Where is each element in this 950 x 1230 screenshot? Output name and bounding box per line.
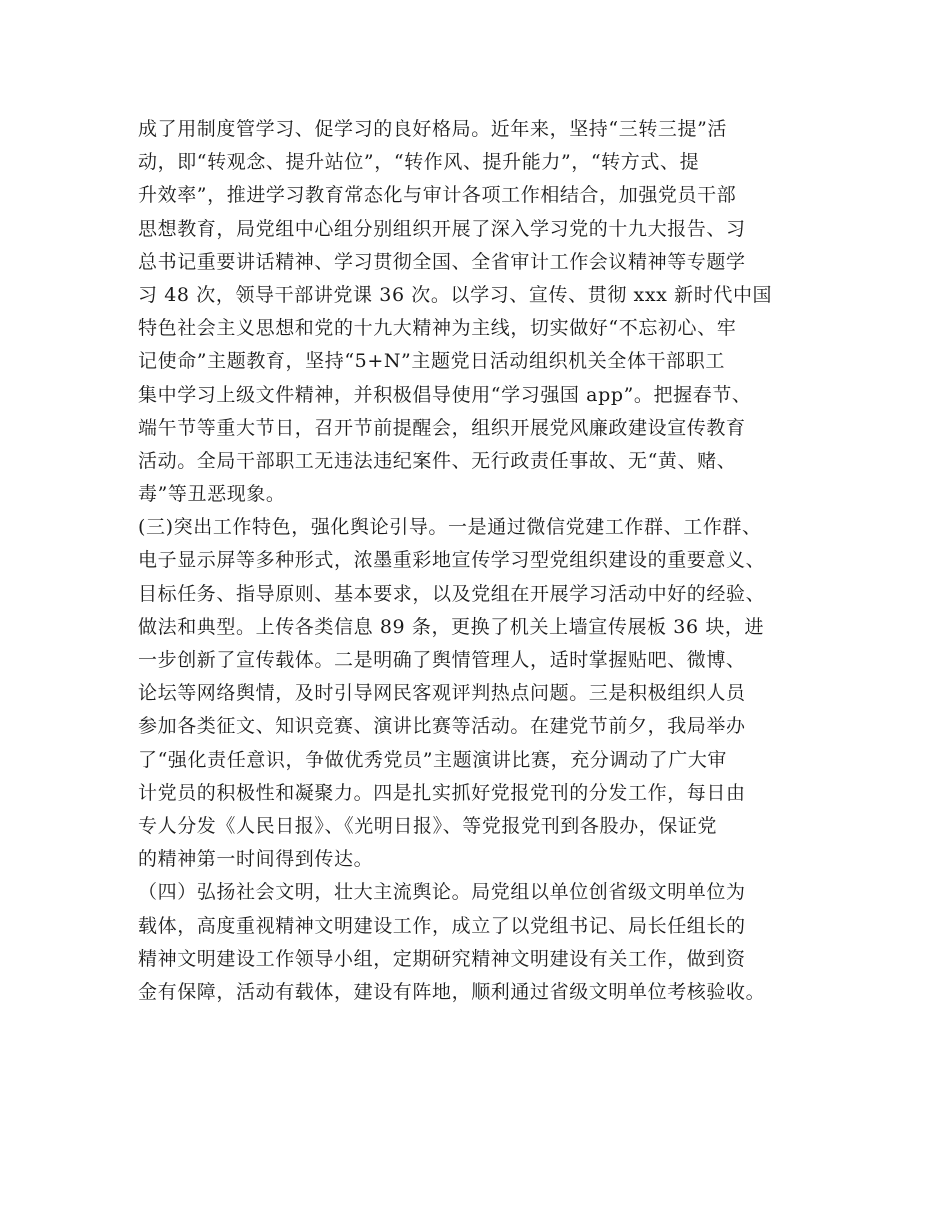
text-line: 思想教育，局党组中心组分别组织开展了深入学习党的十九大报告、习: [138, 217, 746, 240]
text-line: 升效率”，推进学习教育常态化与审计各项工作相结合，加强党员干部: [138, 184, 737, 207]
text-line: 载体，高度重视精神文明建设工作，成立了以党组书记、局长任组长的: [138, 914, 746, 937]
text-line: 活动。全局干部职工无违法违纪案件、无行政责任事故、无“黄、赌、: [138, 449, 737, 472]
text-line: 毒”等丑恶现象。: [138, 483, 286, 506]
text-line: 计党员的积极性和凝聚力。四是扎实抓好党报党刊的分发工作，每日由: [138, 781, 746, 804]
text-line: 参加各类征文、知识竞赛、演讲比赛等活动。在建党节前夕，我局举办: [138, 715, 746, 738]
text-line: 电子显示屏等多种形式，浓墨重彩地宣传学习型党组织建设的重要意义、: [138, 549, 766, 572]
text-line: 了“强化责任意识，争做优秀党员”主题演讲比赛，充分调动了广大审: [138, 748, 728, 771]
text-line: 专人分发《人民日报》、《光明日报》、等党报党刊到各股办，保证党: [138, 814, 718, 837]
text-line: 的精神第一时间得到传达。: [138, 848, 374, 871]
text-line: 端午节等重大节日，召开节前提醒会，组织开展党风廉政建设宣传教育: [138, 416, 746, 439]
text-line: 记使命”主题教育，坚持“5+N”主题党日活动组织机关全体干部职工: [138, 350, 725, 373]
text-line: 集中学习上级文件精神，并积极倡导使用“学习强国 app”。把握春节、: [138, 383, 752, 406]
text-line: 习 48 次，领导干部讲党课 36 次。以学习、宣传、贯彻 xxx 新时代中国: [138, 283, 773, 306]
text-line: 精神文明建设工作领导小组，定期研究精神文明建设有关工作，做到资: [138, 947, 746, 970]
text-line: 金有保障，活动有载体，建设有阵地，顺利通过省级文明单位考核验收。: [138, 980, 766, 1003]
text-line: 论坛等网络舆情，及时引导网民客观评判热点问题。三是积极组织人员: [138, 682, 746, 705]
text-line: 目标任务、指导原则、基本要求，以及党组在开展学习活动中好的经验、: [138, 582, 766, 605]
text-line: 一步创新了宣传载体。二是明确了舆情管理人，适时掌握贴吧、微博、: [138, 649, 746, 671]
text-line: 成了用制度管学习、促学习的良好格局。近年来，坚持“三转三提”活: [138, 118, 728, 140]
text-line: 总书记重要讲话精神、学习贯彻全国、全省审计工作会议精神等专题学: [138, 250, 746, 273]
body-text: [138, 113, 838, 1009]
section-heading-line: （四）弘扬社会文明，壮大主流舆论。局党组以单位创省级文明单位为: [138, 881, 746, 904]
text-line: 特色社会主义思想和党的十九大精神为主线，切实做好“不忘初心、牢: [138, 317, 737, 340]
text-line: 动，即“转观念、提升站位”，“转作风、提升能力”，“转方式、提: [138, 151, 700, 174]
section-heading-line: (三)突出工作特色，强化舆论引导。一是通过微信党建工作群、工作群、: [138, 516, 762, 539]
text-line: 做法和典型。上传各类信息 89 条，更换了机关上墙宣传展板 36 块，进: [138, 615, 765, 638]
